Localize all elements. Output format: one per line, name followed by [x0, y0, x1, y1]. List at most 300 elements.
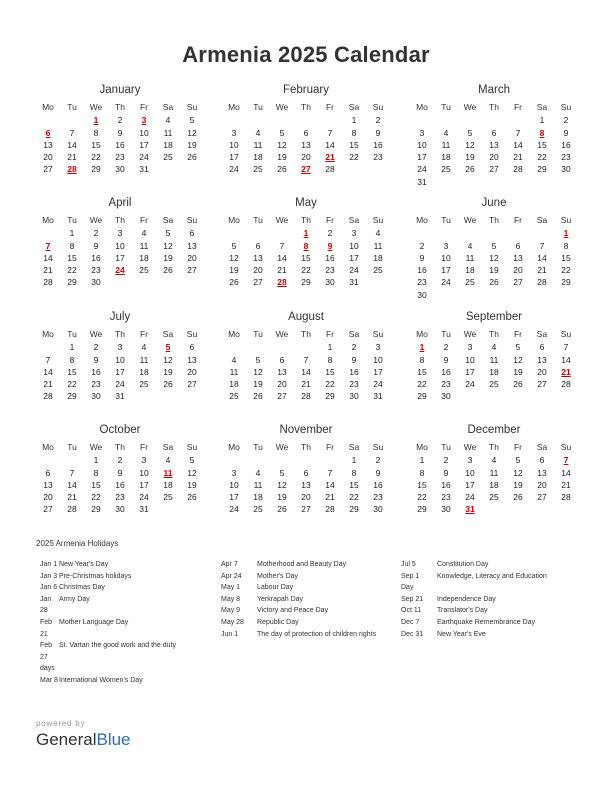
weekday-label: Tu	[253, 102, 263, 112]
month-name: March	[478, 84, 510, 96]
day-cell: 17	[417, 152, 427, 163]
day-cell: 30	[91, 391, 101, 402]
day-cell: 28	[301, 391, 311, 402]
holiday-date: Dec 31	[401, 630, 424, 638]
holiday-day-cell: 7	[563, 455, 569, 466]
day-cell: 9	[563, 127, 569, 138]
weekday-label: Su	[372, 215, 384, 225]
empty-cell	[270, 114, 294, 126]
holiday-name: Knowledge, Literacy and Education	[437, 572, 547, 580]
day-cell: 10	[465, 354, 475, 365]
day-cell: 19	[163, 366, 173, 377]
day-cell: 25	[489, 492, 499, 503]
day-cell: 18	[373, 252, 383, 263]
day-cell: 6	[189, 228, 195, 239]
day-cell: 19	[187, 139, 197, 150]
day-cell: 13	[301, 479, 311, 490]
holiday-day-cell: 1	[419, 342, 425, 353]
month-july	[36, 310, 204, 403]
empty-cell	[434, 227, 458, 239]
day-cell: 17	[139, 139, 149, 150]
day-cell: 2	[327, 228, 333, 239]
day-cell: 8	[419, 354, 425, 365]
weekday-label: We	[463, 442, 477, 452]
day-cell: 27	[489, 164, 499, 175]
month-march	[410, 83, 578, 188]
day-cell: 11	[253, 139, 263, 150]
day-cell: 20	[187, 252, 197, 263]
day-cell: 3	[231, 127, 237, 138]
holiday-row	[221, 594, 396, 606]
day-cell: 29	[91, 504, 101, 515]
weekday-label: Th	[301, 102, 311, 112]
day-cell: 18	[441, 152, 451, 163]
weekday-label: Tu	[253, 442, 263, 452]
day-cell: 12	[253, 366, 263, 377]
weekday-label: Su	[560, 329, 572, 339]
day-cell: 12	[187, 467, 197, 478]
day-cell: 28	[67, 504, 77, 515]
day-cell: 22	[67, 265, 77, 276]
holiday-row	[401, 571, 581, 583]
weekday-label: Fr	[139, 215, 149, 225]
day-cell: 21	[301, 379, 311, 390]
page-title: Armenia 2025 Calendar	[182, 42, 430, 67]
weekday-label: Mo	[42, 215, 54, 225]
day-cell: 8	[563, 240, 569, 251]
empty-cell	[246, 114, 270, 126]
day-cell: 22	[91, 492, 101, 503]
day-cell: 14	[301, 366, 311, 377]
empty-cell	[60, 454, 84, 466]
empty-cell	[506, 227, 530, 239]
empty-cell	[458, 114, 482, 126]
day-cell: 2	[563, 115, 569, 126]
day-cell: 1	[327, 342, 333, 353]
weekday-label: We	[275, 102, 289, 112]
day-cell: 12	[163, 240, 173, 251]
day-cell: 26	[187, 492, 197, 503]
day-cell: 4	[141, 342, 147, 353]
weekday-label: Su	[372, 102, 384, 112]
day-cell: 6	[45, 467, 51, 478]
day-cell: 10	[373, 354, 383, 365]
day-cell: 23	[91, 265, 101, 276]
day-cell: 16	[373, 139, 383, 150]
day-cell: 5	[165, 228, 171, 239]
day-cell: 11	[163, 127, 173, 138]
day-cell: 28	[325, 504, 335, 515]
empty-cell	[294, 114, 318, 126]
day-cell: 17	[115, 252, 125, 263]
weekday-label: Mo	[42, 442, 54, 452]
holiday-list-col-1	[40, 559, 220, 687]
holiday-list-col-2	[221, 559, 396, 640]
day-cell: 2	[443, 342, 449, 353]
holiday-name: Christmas Day	[59, 584, 105, 592]
holiday-row	[401, 617, 581, 629]
day-cell: 7	[327, 467, 333, 478]
day-cell: 10	[139, 467, 149, 478]
day-cell: 27	[301, 504, 311, 515]
day-cell: 14	[325, 139, 335, 150]
day-cell: 13	[253, 252, 263, 263]
day-cell: 23	[373, 152, 383, 163]
holiday-row	[40, 571, 220, 583]
day-cell: 2	[375, 115, 381, 126]
holiday-day-cell: 21	[561, 366, 571, 377]
empty-cell	[294, 341, 318, 353]
day-cell: 11	[139, 354, 149, 365]
holiday-day-cell: 1	[93, 115, 99, 126]
day-cell: 6	[491, 127, 497, 138]
day-cell: 6	[255, 240, 261, 251]
day-cell: 30	[417, 289, 427, 300]
weekday-label: Tu	[253, 215, 263, 225]
day-cell: 29	[417, 391, 427, 402]
day-cell: 20	[277, 379, 287, 390]
weekday-label: We	[89, 215, 103, 225]
day-cell: 16	[373, 479, 383, 490]
empty-cell	[246, 227, 270, 239]
weekday-label: Mo	[228, 102, 240, 112]
day-cell: 6	[539, 455, 545, 466]
day-cell: 25	[163, 492, 173, 503]
day-cell: 3	[419, 127, 425, 138]
day-cell: 3	[141, 455, 147, 466]
day-cell: 28	[537, 277, 547, 288]
day-cell: 13	[43, 479, 53, 490]
weekday-label: Sa	[536, 215, 548, 225]
day-cell: 8	[69, 354, 75, 365]
day-cell: 30	[325, 277, 335, 288]
empty-cell	[36, 227, 60, 239]
day-cell: 10	[441, 252, 451, 263]
weekday-label: Sa	[162, 215, 174, 225]
holiday-row	[40, 663, 220, 675]
weekday-label: We	[275, 329, 289, 339]
month-october	[36, 423, 204, 516]
empty-cell	[410, 114, 434, 126]
holiday-day-cell: 3	[141, 115, 147, 126]
holiday-date: Apr 24	[221, 572, 242, 580]
month-february	[222, 83, 390, 176]
holiday-day-cell: 1	[563, 228, 569, 239]
holiday-name: Translator's Day	[437, 607, 488, 615]
day-cell: 15	[561, 252, 571, 263]
weekday-label: Tu	[67, 215, 77, 225]
empty-cell	[410, 227, 434, 239]
weekday-label: Fr	[513, 442, 523, 452]
day-cell: 17	[115, 366, 125, 377]
weekday-label: Mo	[228, 442, 240, 452]
weekday-label: We	[275, 442, 289, 452]
day-grid	[222, 101, 390, 176]
day-cell: 15	[67, 252, 77, 263]
day-cell: 6	[539, 342, 545, 353]
day-cell: 4	[467, 240, 473, 251]
day-cell: 11	[489, 467, 499, 478]
day-cell: 12	[277, 139, 287, 150]
day-cell: 15	[417, 366, 427, 377]
day-cell: 4	[255, 127, 261, 138]
weekday-label: Sa	[536, 329, 548, 339]
day-cell: 17	[465, 479, 475, 490]
day-cell: 15	[537, 139, 547, 150]
day-cell: 23	[115, 152, 125, 163]
day-cell: 23	[561, 152, 571, 163]
day-cell: 2	[443, 455, 449, 466]
day-cell: 5	[231, 240, 237, 251]
day-cell: 10	[139, 127, 149, 138]
day-cell: 14	[67, 479, 77, 490]
holiday-row	[221, 559, 396, 571]
day-cell: 8	[327, 354, 333, 365]
day-cell: 19	[513, 479, 523, 490]
holiday-name: Pre-Christmas holidays	[59, 572, 132, 580]
day-cell: 24	[465, 492, 475, 503]
day-cell: 3	[117, 342, 123, 353]
day-cell: 20	[537, 479, 547, 490]
day-cell: 23	[417, 277, 427, 288]
day-cell: 4	[165, 455, 171, 466]
holiday-day-cell: 6	[45, 127, 51, 138]
holiday-date: Jul 5	[401, 561, 416, 568]
day-cell: 26	[465, 164, 475, 175]
holiday-date: Jan 3	[40, 572, 58, 580]
day-cell: 10	[115, 240, 125, 251]
empty-cell	[222, 341, 246, 353]
day-cell: 3	[443, 240, 449, 251]
empty-cell	[60, 114, 84, 126]
month-name: May	[295, 197, 317, 209]
empty-cell	[530, 227, 554, 239]
day-cell: 8	[93, 467, 99, 478]
day-cell: 26	[277, 504, 287, 515]
weekday-label: Fr	[513, 329, 523, 339]
day-cell: 22	[537, 152, 547, 163]
day-cell: 22	[349, 492, 359, 503]
holiday-row	[40, 582, 220, 594]
day-cell: 19	[187, 479, 197, 490]
weekday-label: Sa	[536, 442, 548, 452]
day-grid	[410, 441, 578, 516]
day-cell: 13	[537, 354, 547, 365]
holiday-row	[221, 617, 396, 629]
day-cell: 27	[187, 265, 197, 276]
day-cell: 19	[253, 379, 263, 390]
day-cell: 25	[139, 265, 149, 276]
holidays-heading: 2025 Armenia Holidays	[36, 539, 119, 548]
day-grid	[410, 328, 578, 403]
weekday-label: Su	[186, 329, 198, 339]
weekday-label: Sa	[348, 329, 360, 339]
day-cell: 12	[513, 354, 523, 365]
weekday-label: Tu	[441, 102, 451, 112]
month-name: February	[282, 84, 330, 96]
day-grid	[36, 101, 204, 176]
weekday-label: Sa	[348, 215, 360, 225]
day-cell: 9	[117, 467, 123, 478]
day-cell: 18	[139, 252, 149, 263]
empty-cell	[222, 114, 246, 126]
month-december	[410, 423, 578, 516]
day-cell: 7	[69, 127, 75, 138]
day-cell: 13	[513, 252, 523, 263]
day-cell: 12	[489, 252, 499, 263]
holiday-name: Earthquake Remembrance Day	[437, 618, 536, 626]
day-cell: 22	[349, 152, 359, 163]
empty-cell	[36, 341, 60, 353]
day-cell: 8	[69, 240, 75, 251]
day-cell: 28	[561, 379, 571, 390]
weekday-label: Sa	[348, 442, 360, 452]
empty-cell	[36, 454, 60, 466]
day-cell: 9	[117, 127, 123, 138]
month-june	[410, 196, 578, 301]
holiday-row	[401, 559, 581, 571]
day-cell: 29	[301, 277, 311, 288]
brand-name	[36, 730, 131, 750]
weekday-label: Su	[560, 102, 572, 112]
month-name: August	[288, 311, 324, 323]
empty-cell	[482, 227, 506, 239]
holiday-date: May 8	[221, 595, 241, 603]
brand-blue: Blue	[96, 730, 131, 749]
day-cell: 24	[115, 379, 125, 390]
weekday-label: Mo	[228, 329, 240, 339]
holiday-day-cell: 11	[163, 467, 173, 478]
day-cell: 17	[441, 265, 451, 276]
weekday-label: We	[275, 215, 289, 225]
empty-cell	[434, 114, 458, 126]
day-cell: 19	[229, 265, 239, 276]
day-cell: 21	[67, 492, 77, 503]
month-april	[36, 196, 204, 289]
day-cell: 1	[93, 455, 99, 466]
holiday-date: Jan 28	[40, 595, 52, 615]
day-cell: 25	[441, 164, 451, 175]
month-august	[222, 310, 390, 403]
holiday-name: Independence Day	[437, 595, 496, 603]
day-cell: 5	[189, 115, 195, 126]
weekday-label: Th	[301, 442, 311, 452]
day-cell: 28	[561, 492, 571, 503]
day-cell: 21	[325, 492, 335, 503]
day-cell: 6	[189, 342, 195, 353]
day-cell: 24	[417, 164, 427, 175]
day-cell: 11	[373, 240, 383, 251]
day-cell: 14	[67, 139, 77, 150]
day-cell: 13	[187, 240, 197, 251]
day-cell: 21	[513, 152, 523, 163]
day-cell: 19	[489, 265, 499, 276]
holiday-row	[401, 605, 581, 617]
day-grid	[222, 328, 390, 403]
day-cell: 11	[441, 139, 451, 150]
day-cell: 20	[301, 152, 311, 163]
day-cell: 4	[491, 455, 497, 466]
day-cell: 8	[419, 467, 425, 478]
day-cell: 29	[67, 391, 77, 402]
weekday-label: Su	[372, 442, 384, 452]
weekday-label: Tu	[67, 102, 77, 112]
empty-cell	[270, 341, 294, 353]
day-cell: 15	[349, 139, 359, 150]
day-cell: 14	[43, 252, 53, 263]
day-cell: 15	[301, 252, 311, 263]
weekday-label: Sa	[162, 329, 174, 339]
day-cell: 30	[115, 504, 125, 515]
day-cell: 9	[375, 127, 381, 138]
powered-by-text: powered by	[36, 719, 86, 728]
day-cell: 16	[115, 139, 125, 150]
day-cell: 23	[441, 379, 451, 390]
weekday-label: Sa	[536, 102, 548, 112]
weekday-label: Mo	[42, 102, 54, 112]
day-cell: 26	[513, 492, 523, 503]
day-cell: 31	[139, 164, 149, 175]
day-cell: 15	[91, 139, 101, 150]
weekday-label: Sa	[162, 442, 174, 452]
empty-cell	[270, 227, 294, 239]
day-cell: 2	[93, 228, 99, 239]
day-cell: 31	[417, 176, 427, 187]
holiday-row	[401, 594, 581, 606]
holiday-day-cell: 24	[115, 265, 125, 276]
day-cell: 1	[69, 228, 75, 239]
month-september	[410, 310, 578, 403]
holiday-date: Feb 21	[40, 618, 53, 638]
generalblue-logo[interactable]	[36, 719, 131, 750]
day-cell: 1	[69, 342, 75, 353]
day-cell: 18	[489, 366, 499, 377]
day-cell: 21	[277, 265, 287, 276]
day-cell: 2	[419, 240, 425, 251]
day-cell: 14	[561, 354, 571, 365]
holiday-list-col-3	[401, 559, 581, 640]
day-grid	[410, 214, 578, 301]
weekday-label: Mo	[416, 442, 428, 452]
day-cell: 3	[375, 342, 381, 353]
day-cell: 30	[91, 277, 101, 288]
day-cell: 10	[349, 240, 359, 251]
weekday-label: We	[463, 102, 477, 112]
weekday-label: Fr	[139, 329, 149, 339]
day-cell: 27	[277, 391, 287, 402]
holiday-day-cell: 7	[45, 240, 51, 251]
holiday-day-cell: 5	[165, 342, 171, 353]
day-cell: 17	[139, 479, 149, 490]
holiday-name: Labour Day	[257, 584, 294, 592]
holiday-day-cell: 27	[301, 164, 311, 175]
day-grid	[222, 441, 390, 516]
day-cell: 23	[441, 492, 451, 503]
day-cell: 25	[229, 391, 239, 402]
day-cell: 11	[489, 354, 499, 365]
weekday-label: Mo	[42, 329, 54, 339]
day-cell: 22	[67, 379, 77, 390]
holiday-row	[40, 594, 220, 617]
holiday-date: Oct 11	[401, 607, 422, 615]
empty-cell	[246, 341, 270, 353]
day-cell: 17	[373, 366, 383, 377]
holiday-day-cell: 8	[303, 240, 309, 251]
day-cell: 27	[513, 277, 523, 288]
day-cell: 30	[441, 504, 451, 515]
day-cell: 21	[43, 379, 53, 390]
day-cell: 18	[253, 152, 263, 163]
